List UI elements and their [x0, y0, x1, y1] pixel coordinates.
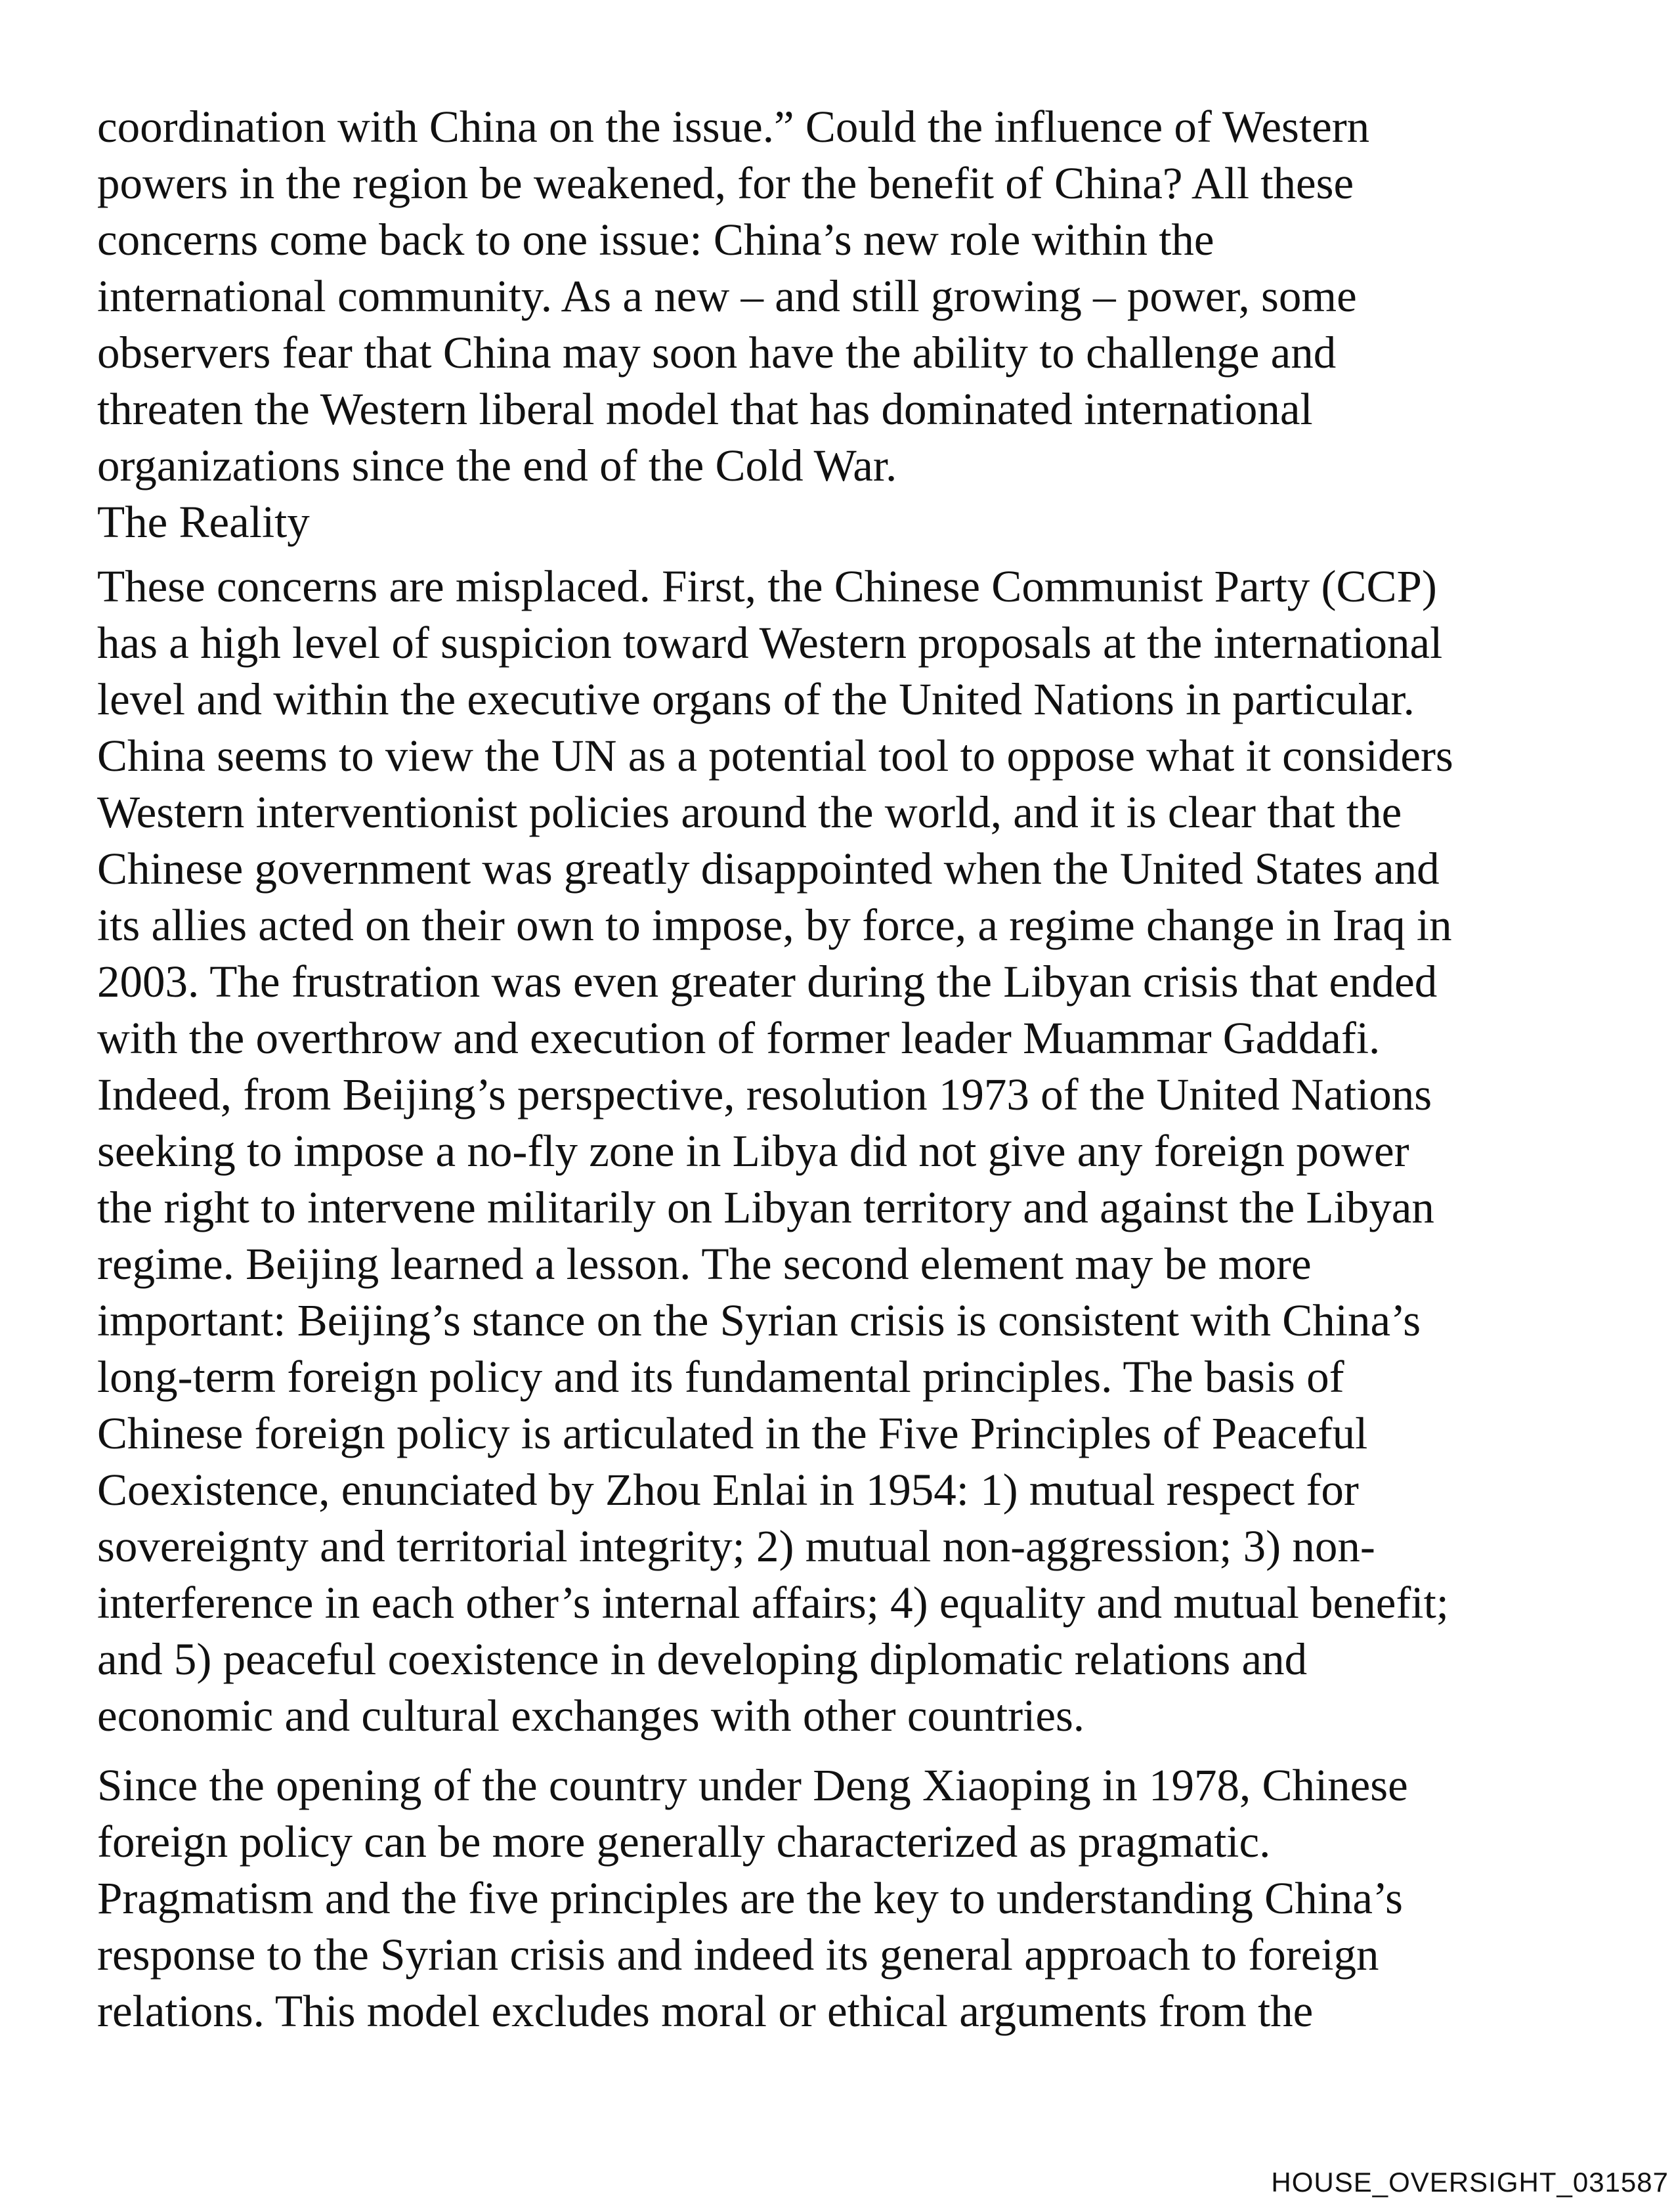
section-heading: The Reality	[97, 497, 310, 547]
paragraph-pragmatism: Since the opening of the country under Deng Xiaoping in 1978, Chinese foreign policy can be more generally characterized as pragmatic. Pragmatism and the five principles are the key to understanding China’s response to the Syrian crisis and indeed its general approach to foreign relations. This model excludes moral or ethical arguments from the	[97, 1760, 1408, 2036]
bates-number: HOUSE_OVERSIGHT_031587	[1271, 2167, 1669, 2198]
paragraph-intro: coordination with China on the issue.” Could the influence of Western powers in the region be weakened, for the benefit of China? All these concerns come back to one issue: China’s new role within the international community. As a new – and still growing – power, some observers fear that China may soon have the ability to challenge and threaten the Western liberal model that has dominated international organizations since the end of the Cold War.	[97, 102, 1370, 490]
paragraph-reality: These concerns are misplaced. First, the Chinese Communist Party (CCP) has a high level of suspicion toward Western proposals at the international level and within the executive organs of the United Nations in particular. China seems to view the UN as a potential tool to oppose what it considers Western interventionist policies around the world, and it is clear that the Chinese government was greatly disappointed when the United States and its allies acted on their own to impose, by force, a regime change in Iraq in 2003. The frustration was even greater during the Libyan crisis that ended with the overthrow and execution of former leader Muammar Gaddafi. Indeed, from Beijing’s perspective, resolution 1973 of the United Nations seeking to impose a no-fly zone in Libya did not give any foreign power the right to intervene militarily on Libyan territory and against the Libyan regime. Beijing learned a lesson. The second element may be more important: Beijing’s stance on the Syrian crisis is consistent with China’s long-term foreign policy and its fundamental principles. The basis of Chinese foreign policy is articulated in the Five Principles of Peaceful Coexistence, enunciated by Zhou Enlai in 1954: 1) mutual respect for sovereignty and territorial integrity; 2) mutual non-aggression; 3) non- interference in each other’s internal affairs; 4) equality and mutual benefit; and 5) peaceful coexistence in developing diplomatic relations and economic and cultural exchanges with other countries.	[97, 561, 1453, 1741]
document-page	[97, 98, 1587, 2039]
